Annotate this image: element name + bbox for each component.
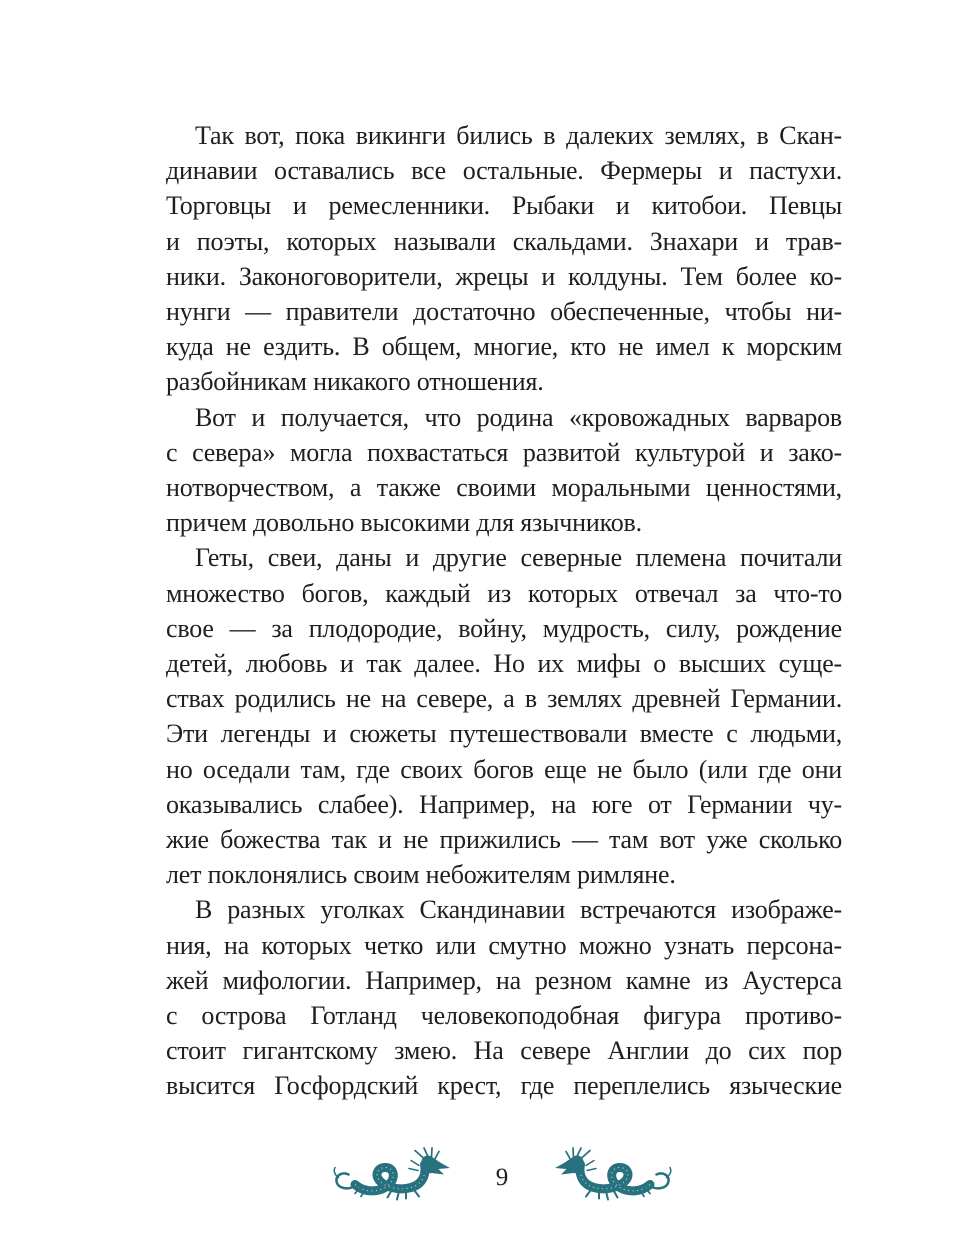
- text-line: причем довольно высокими для язычников.: [166, 508, 642, 538]
- text-line: Торговцы и ремесленники. Рыбаки и китобои. Певцы: [166, 191, 842, 221]
- dragon-ornament-right: [547, 1145, 673, 1209]
- text-line: лет поклонялись своим небожителям римляне.: [166, 860, 676, 890]
- paragraph: [166, 400, 842, 541]
- text-line: жей мифологии. Например, на резном камне из Аустерса: [166, 965, 842, 995]
- text-line: ния, на которых четко или смутно можно узнать персона-: [166, 930, 842, 960]
- text-line: с острова Готланд человекоподобная фигура противо-: [166, 1001, 842, 1031]
- dragon-icon: [332, 1145, 458, 1209]
- page-text: [166, 118, 842, 1104]
- text-line: множество богов, каждый из которых отвечал за что-то: [166, 578, 842, 608]
- text-line: ники. Законоговорители, жрецы и колдуны. Тем более ко-: [166, 261, 842, 291]
- text-line: разбойникам никакого отношения.: [166, 367, 544, 397]
- text-line: оказывались слабее). Например, на юге от Германии чу-: [166, 789, 842, 819]
- text-line: куда не ездить. В общем, многие, кто не имел к морским: [166, 332, 842, 362]
- text-line: высится Госфордский крест, где переплелись языческие: [166, 1071, 842, 1101]
- text-line: жие божества так и не прижились — там вот уже сколько: [166, 825, 842, 855]
- text-line: и поэты, которых называли скальдами. Знахари и трав-: [166, 226, 842, 256]
- text-line: динавии оставались все остальные. Фермеры и пастухи.: [166, 156, 842, 186]
- page-number: 9: [495, 1164, 509, 1191]
- text-line: Так вот, пока викинги бились в далеких землях, в Скан-: [195, 121, 842, 150]
- dragon-ornament-left: [332, 1145, 458, 1209]
- text-line: ствах родились не на севере, а в землях древней Германии.: [166, 684, 842, 714]
- text-line: Вот и получается, что родина «кровожадных варваров: [195, 402, 842, 432]
- text-line: В разных уголках Скандинавии встречаются изображе-: [195, 895, 842, 925]
- text-line: стоит гигантскому змею. На севере Англии до сих пор: [166, 1036, 842, 1066]
- paragraph: [166, 892, 842, 1103]
- text-line: Геты, свеи, даны и другие северные племена почитали: [195, 543, 842, 573]
- paragraph: [166, 540, 842, 892]
- text-line: нунги — правители достаточно обеспеченные, чтобы ни-: [166, 297, 842, 327]
- text-line: но оседали там, где своих богов еще не было (или где они: [166, 754, 842, 784]
- paragraph: [166, 118, 842, 400]
- dragon-icon: [547, 1145, 673, 1209]
- text-line: Эти легенды и сюжеты путешествовали вместе с людьми,: [166, 719, 842, 749]
- text-line: с севера» могла похвастаться развитой культурой и зако-: [166, 437, 842, 467]
- text-line: детей, любовь и так далее. Но их мифы о высших суще-: [166, 649, 842, 679]
- text-line: нотворчеством, а также своими моральными ценностями,: [166, 473, 842, 503]
- text-line: свое — за плодородие, войну, мудрость, силу, рождение: [166, 613, 842, 643]
